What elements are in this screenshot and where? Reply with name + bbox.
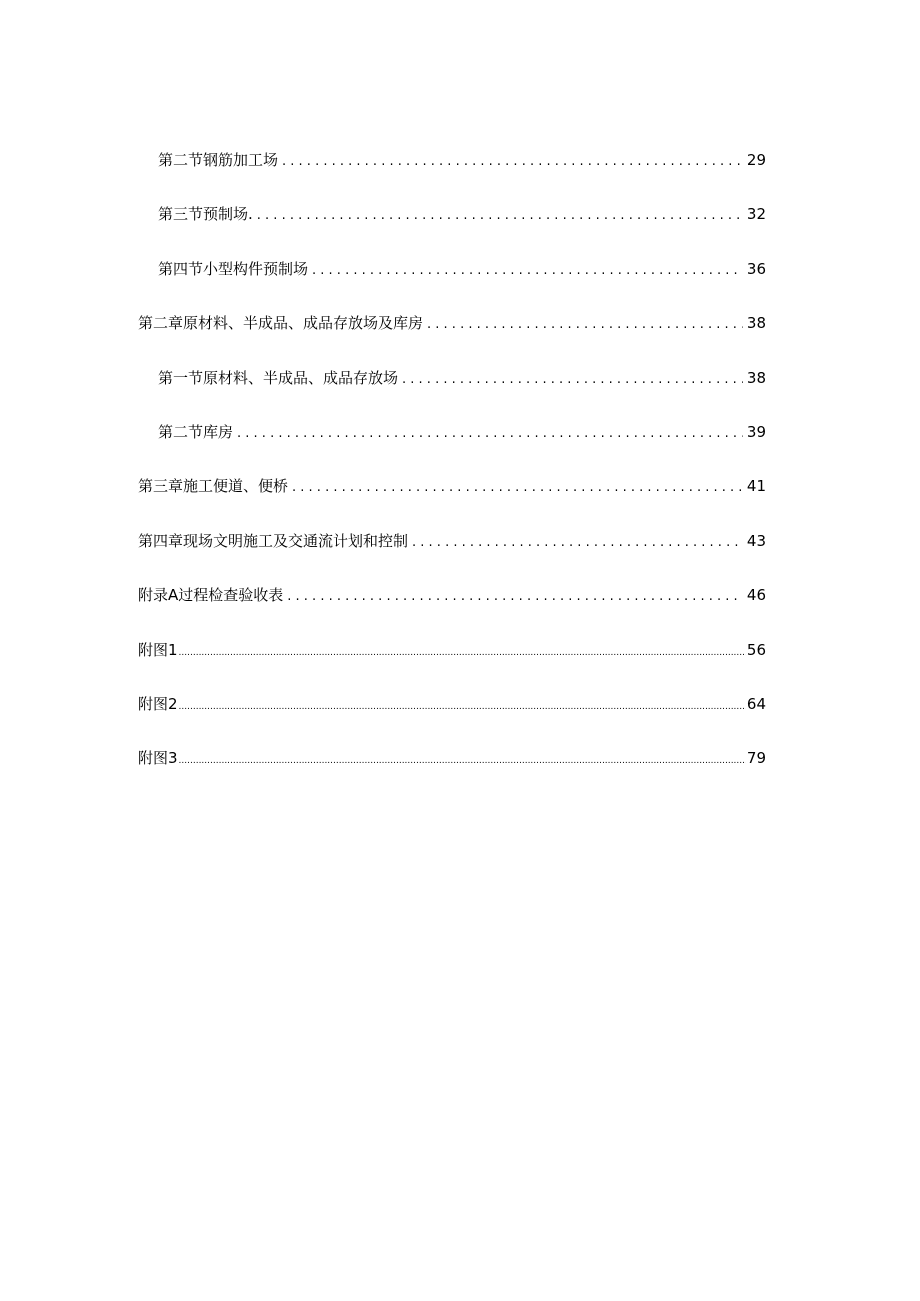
toc-entry-page: 46 bbox=[746, 586, 766, 605]
toc-entry-page: 32 bbox=[746, 205, 766, 224]
toc-entry-title: 附图2 bbox=[138, 694, 178, 713]
toc-entry-title: 第二节库房 bbox=[158, 422, 234, 441]
toc-entry-title: 附录A过程检查验收表 bbox=[138, 586, 284, 605]
toc-entry-page: 39 bbox=[746, 422, 766, 441]
toc-entry-page: 43 bbox=[746, 531, 766, 550]
toc-entry-title: 第四章现场文明施工及交通流计划和控制 bbox=[138, 531, 409, 550]
toc-entry-page: 64 bbox=[746, 694, 766, 713]
toc-entry-title: 附图3 bbox=[138, 749, 178, 768]
toc-entry[interactable] bbox=[138, 368, 766, 422]
toc-entry-page: 38 bbox=[746, 368, 766, 387]
toc-leader-dots bbox=[412, 533, 743, 553]
toc-entry-page: 79 bbox=[746, 749, 766, 768]
toc-entry[interactable] bbox=[138, 313, 766, 367]
toc-leader-dots bbox=[292, 478, 743, 498]
toc-entry-title: 第四节小型构件预制场 bbox=[158, 259, 309, 278]
toc-entry[interactable] bbox=[138, 476, 766, 530]
toc-entry[interactable] bbox=[138, 585, 766, 639]
toc-leader-dots bbox=[312, 261, 743, 281]
toc-entry-page: 41 bbox=[746, 477, 766, 496]
toc-entry-page: 38 bbox=[746, 314, 766, 333]
toc-leader-dots bbox=[427, 315, 743, 335]
toc-entry-title: 第三章施工便道、便桥 bbox=[138, 477, 289, 496]
toc-leader-dots bbox=[179, 697, 746, 717]
toc-entry[interactable] bbox=[138, 150, 766, 204]
toc-entry[interactable] bbox=[138, 694, 766, 748]
toc-entry[interactable] bbox=[138, 640, 766, 694]
toc-entry[interactable] bbox=[138, 748, 766, 802]
toc-entry-title: 附图1 bbox=[138, 640, 178, 659]
toc-leader-dots bbox=[287, 587, 743, 607]
toc-entry-page: 29 bbox=[746, 151, 766, 169]
toc-leader-dots bbox=[402, 370, 743, 390]
toc-entry-page: 56 bbox=[746, 640, 766, 659]
toc-entry-title: 第三节预制场. bbox=[158, 205, 253, 224]
toc-entry-title: 第二章原材料、半成品、成品存放场及库房 bbox=[138, 314, 424, 333]
toc-entry[interactable] bbox=[138, 204, 766, 258]
toc-entry[interactable] bbox=[138, 531, 766, 585]
toc-leader-dots bbox=[179, 751, 746, 771]
toc-leader-dots bbox=[257, 206, 743, 226]
toc-leader-dots bbox=[237, 424, 743, 444]
table-of-contents bbox=[138, 150, 766, 803]
toc-entry[interactable] bbox=[138, 259, 766, 313]
toc-entry[interactable] bbox=[138, 422, 766, 476]
toc-entry-title: 第二节钢筋加工场 bbox=[158, 151, 279, 169]
toc-leader-dots bbox=[282, 152, 743, 172]
toc-entry-title: 第一节原材料、半成品、成品存放场 bbox=[158, 368, 399, 387]
toc-entry-page: 36 bbox=[746, 259, 766, 278]
toc-leader-dots bbox=[179, 643, 746, 663]
